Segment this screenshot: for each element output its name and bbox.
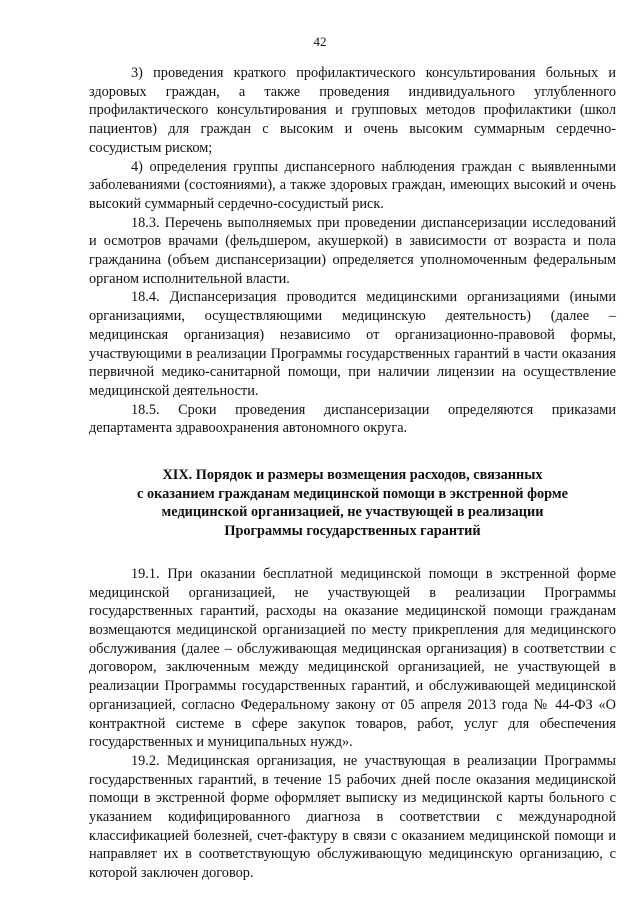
document-body bbox=[89, 64, 616, 883]
heading-line-1: XIX. Порядок и размеры возмещения расходов, связанных bbox=[162, 467, 543, 484]
paragraph-18-3: 18.3. Перечень выполняемых при проведении диспансеризации исследований и осмотров врачами (фельдшером, акушеркой) в зависимости от возраста и пола гражданина (объем диспансеризации) определяется уполномоченным федеральным органом исполнительной власти. bbox=[89, 214, 616, 287]
page-number: 42 bbox=[313, 34, 327, 49]
paragraph-item-4: 4) определения группы диспансерного наблюдения граждан с выявленными заболеваниями (состояниями), а также здоровых граждан, имеющих высокий и очень высокий суммарный сердечно-сосудистый риск. bbox=[89, 158, 616, 212]
paragraph-18-4: 18.4. Диспансеризация проводится медицинскими организациями (иными организациями, осуществляющими медицинскую деятельность) (далее – медицинская организация) независимо от организационно-правовой формы, участвующими в реализации Программы государственных гарантий в части оказания первичной медико-санитарной помощи, при наличии лицензии на осуществление медицинской деятельности. bbox=[89, 289, 616, 399]
paragraph-19-2: 19.2. Медицинская организация, не участвующая в реализации Программы государственных гарантий, в течение 15 рабочих дней после оказания медицинской помощи в экстренной форме оформляет выписку из медицинской карты больного с указанием кодифицированного диагноза в соответствии с международной классификацией болезней, счет-фактуру в связи с оказанием медицинской помощи и направляет их в соответствующую обслуживающую медицинскую организацию, с которой заключен договор. bbox=[89, 752, 616, 882]
heading-line-2: с оказанием гражданам медицинской помощи в экстренной форме bbox=[137, 485, 568, 502]
paragraph-18-5: 18.5. Сроки проведения диспансеризации определяются приказами департамента здравоохранения автономного округа. bbox=[89, 401, 616, 437]
paragraph-item-3: 3) проведения краткого профилактического консультирования больных и здоровых граждан, а также проведения индивидуального углубленного профилактического консультирования и групповых методов профилактики (школ пациентов) для граждан с высоким и очень высоким суммарным сердечно-сосудистым риском; bbox=[89, 65, 616, 156]
section-heading-xix bbox=[89, 466, 616, 541]
heading-line-4: Программы государственных гарантий bbox=[224, 523, 481, 540]
heading-line-3: медицинской организацией, не участвующей в реализации bbox=[161, 504, 544, 521]
paragraph-19-1: 19.1. При оказании бесплатной медицинской помощи в экстренной форме медицинской организацией, не участвующей в реализации Программы государственных гарантий, расходы на оказание медицинской помощи гражданам возмещаются медицинской организацией по месту прикрепления для медицинского обслуживания (далее – обслуживающая медицинская организация) в соответствии с договором, заключенным между медицинской организацией, не участвующей в реализации Программы государственных гарантий, и обслуживающей медицинской организацией, согласно Федеральному закону от 05 апреля 2013 года № 44-ФЗ «О контрактной системе в сфере закупок товаров, работ, услуг для обеспечения государственных и муниципальных нужд». bbox=[89, 565, 616, 751]
